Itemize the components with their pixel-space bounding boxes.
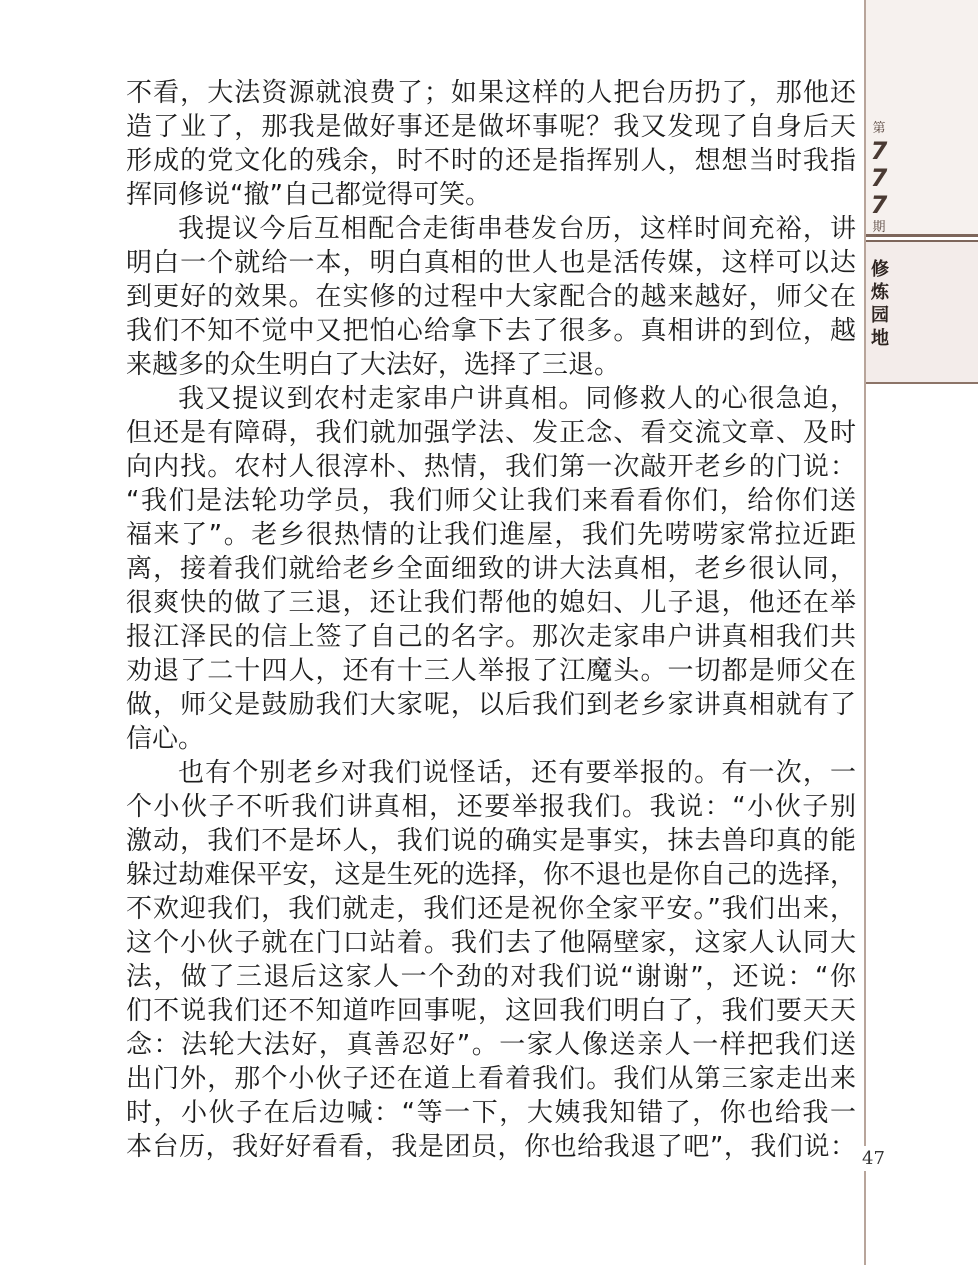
margin-rule — [864, 0, 866, 1265]
page-number: 47 — [858, 1146, 889, 1171]
section-title-char: 炼 — [871, 282, 889, 303]
text-line: 念：法轮大法好，真善忍好”。一家人像送亲人一样把我们送 — [126, 1030, 856, 1060]
text-line: 出门外，那个小伙子还在道上看着我们。我们从第三家走出来 — [126, 1064, 856, 1094]
section-title-char: 园 — [871, 305, 889, 326]
issue-digit: 7 — [870, 164, 888, 192]
text-line: 造了业了，那我是做好事还是做坏事呢？我又发现了自身后天 — [126, 112, 856, 142]
text-line: 形成的党文化的残余，时不时的还是指挥别人，想想当时我指 — [126, 146, 856, 176]
text-line: 我们不知不觉中又把怕心给拿下去了很多。真相讲的到位，越 — [126, 316, 856, 346]
text-line: 法，做了三退后这家人一个劲的对我们说“谢谢”，还说：“你 — [126, 962, 856, 992]
text-line: 报江泽民的信上签了自己的名字。那次走家串户讲真相我们共 — [126, 622, 856, 652]
paragraph-first-line: 我又提议到农村走家串户讲真相。同修救人的心很急迫， — [178, 384, 856, 414]
text-line: 劝退了二十四人，还有十三人举报了江魔头。一切都是师父在 — [126, 656, 856, 686]
text-line: 们不说我们还不知道咋回事呢，这回我们明白了，我们要天天 — [126, 996, 856, 1026]
text-line: 但还是有障碍，我们就加强学法、发正念、看交流文章、及时 — [126, 418, 856, 448]
text-line: 激动，我们不是坏人，我们说的确实是事实，抹去兽印真的能 — [126, 826, 856, 856]
issue-suffix: 期 — [872, 220, 886, 235]
issue-prefix: 第 — [872, 121, 886, 136]
text-line: 离，接着我们就给老乡全面细致的讲大法真相，老乡很认同， — [126, 554, 856, 584]
text-line: 不欢迎我们，我们就走，我们还是祝你全家平安。”我们出来， — [126, 894, 856, 924]
text-line: 时，小伙子在后边喊：“等一下，大姨我知错了，你也给我一 — [126, 1098, 856, 1128]
text-line: 做，师父是鼓励我们大家呢，以后我们到老乡家讲真相就有了 — [126, 690, 856, 720]
text-line: 福来了”。老乡很热情的让我们進屋，我们先唠唠家常拉近距 — [126, 520, 856, 550]
text-line: 个小伙子不听我们讲真相，还要举报我们。我说：“小伙子别 — [126, 792, 856, 822]
text-line: 本台历，我好好看看，我是团员，你也给我退了吧”，我们说： — [126, 1132, 856, 1162]
article-body — [126, 76, 856, 1164]
text-line: 明白一个就给一本，明白真相的世人也是活传媒，这样可以达 — [126, 248, 856, 278]
text-line: “我们是法轮功学员，我们师父让我们来看看你们，给你们送 — [126, 486, 856, 516]
issue-digit: 7 — [870, 137, 888, 165]
section-title-char: 地 — [871, 328, 889, 349]
text-line: 很爽快的做了三退，还让我们帮他的媳妇、儿子退，他还在举 — [126, 588, 856, 618]
text-line: 挥同修说“撤”自己都觉得可笑。 — [126, 180, 491, 210]
section-title — [869, 258, 891, 350]
issue-number — [868, 120, 890, 237]
section-title-char: 修 — [871, 259, 889, 280]
text-line: 信心。 — [126, 724, 205, 754]
text-line: 向内找。农村人很淳朴、热情，我们第一次敲开老乡的门说： — [126, 452, 856, 482]
issue-digit: 7 — [870, 191, 888, 219]
text-line: 躲过劫难保平安，这是生死的选择，你不退也是你自己的选择， — [126, 860, 856, 890]
text-line: 到更好的效果。在实修的过程中大家配合的越来越好，师父在 — [126, 282, 856, 312]
text-line: 这个小伙子就在门口站着。我们去了他隔壁家，这家人认同大 — [126, 928, 856, 958]
paragraph-first-line: 我提议今后互相配合走街串巷发台历，这样时间充裕，讲 — [178, 214, 856, 244]
text-line: 不看，大法资源就浪费了；如果这样的人把台历扔了，那他还 — [126, 78, 856, 108]
paragraph-first-line: 也有个别老乡对我们说怪话，还有要举报的。有一次，一 — [178, 758, 856, 788]
text-line: 来越多的众生明白了大法好，选择了三退。 — [126, 350, 621, 380]
